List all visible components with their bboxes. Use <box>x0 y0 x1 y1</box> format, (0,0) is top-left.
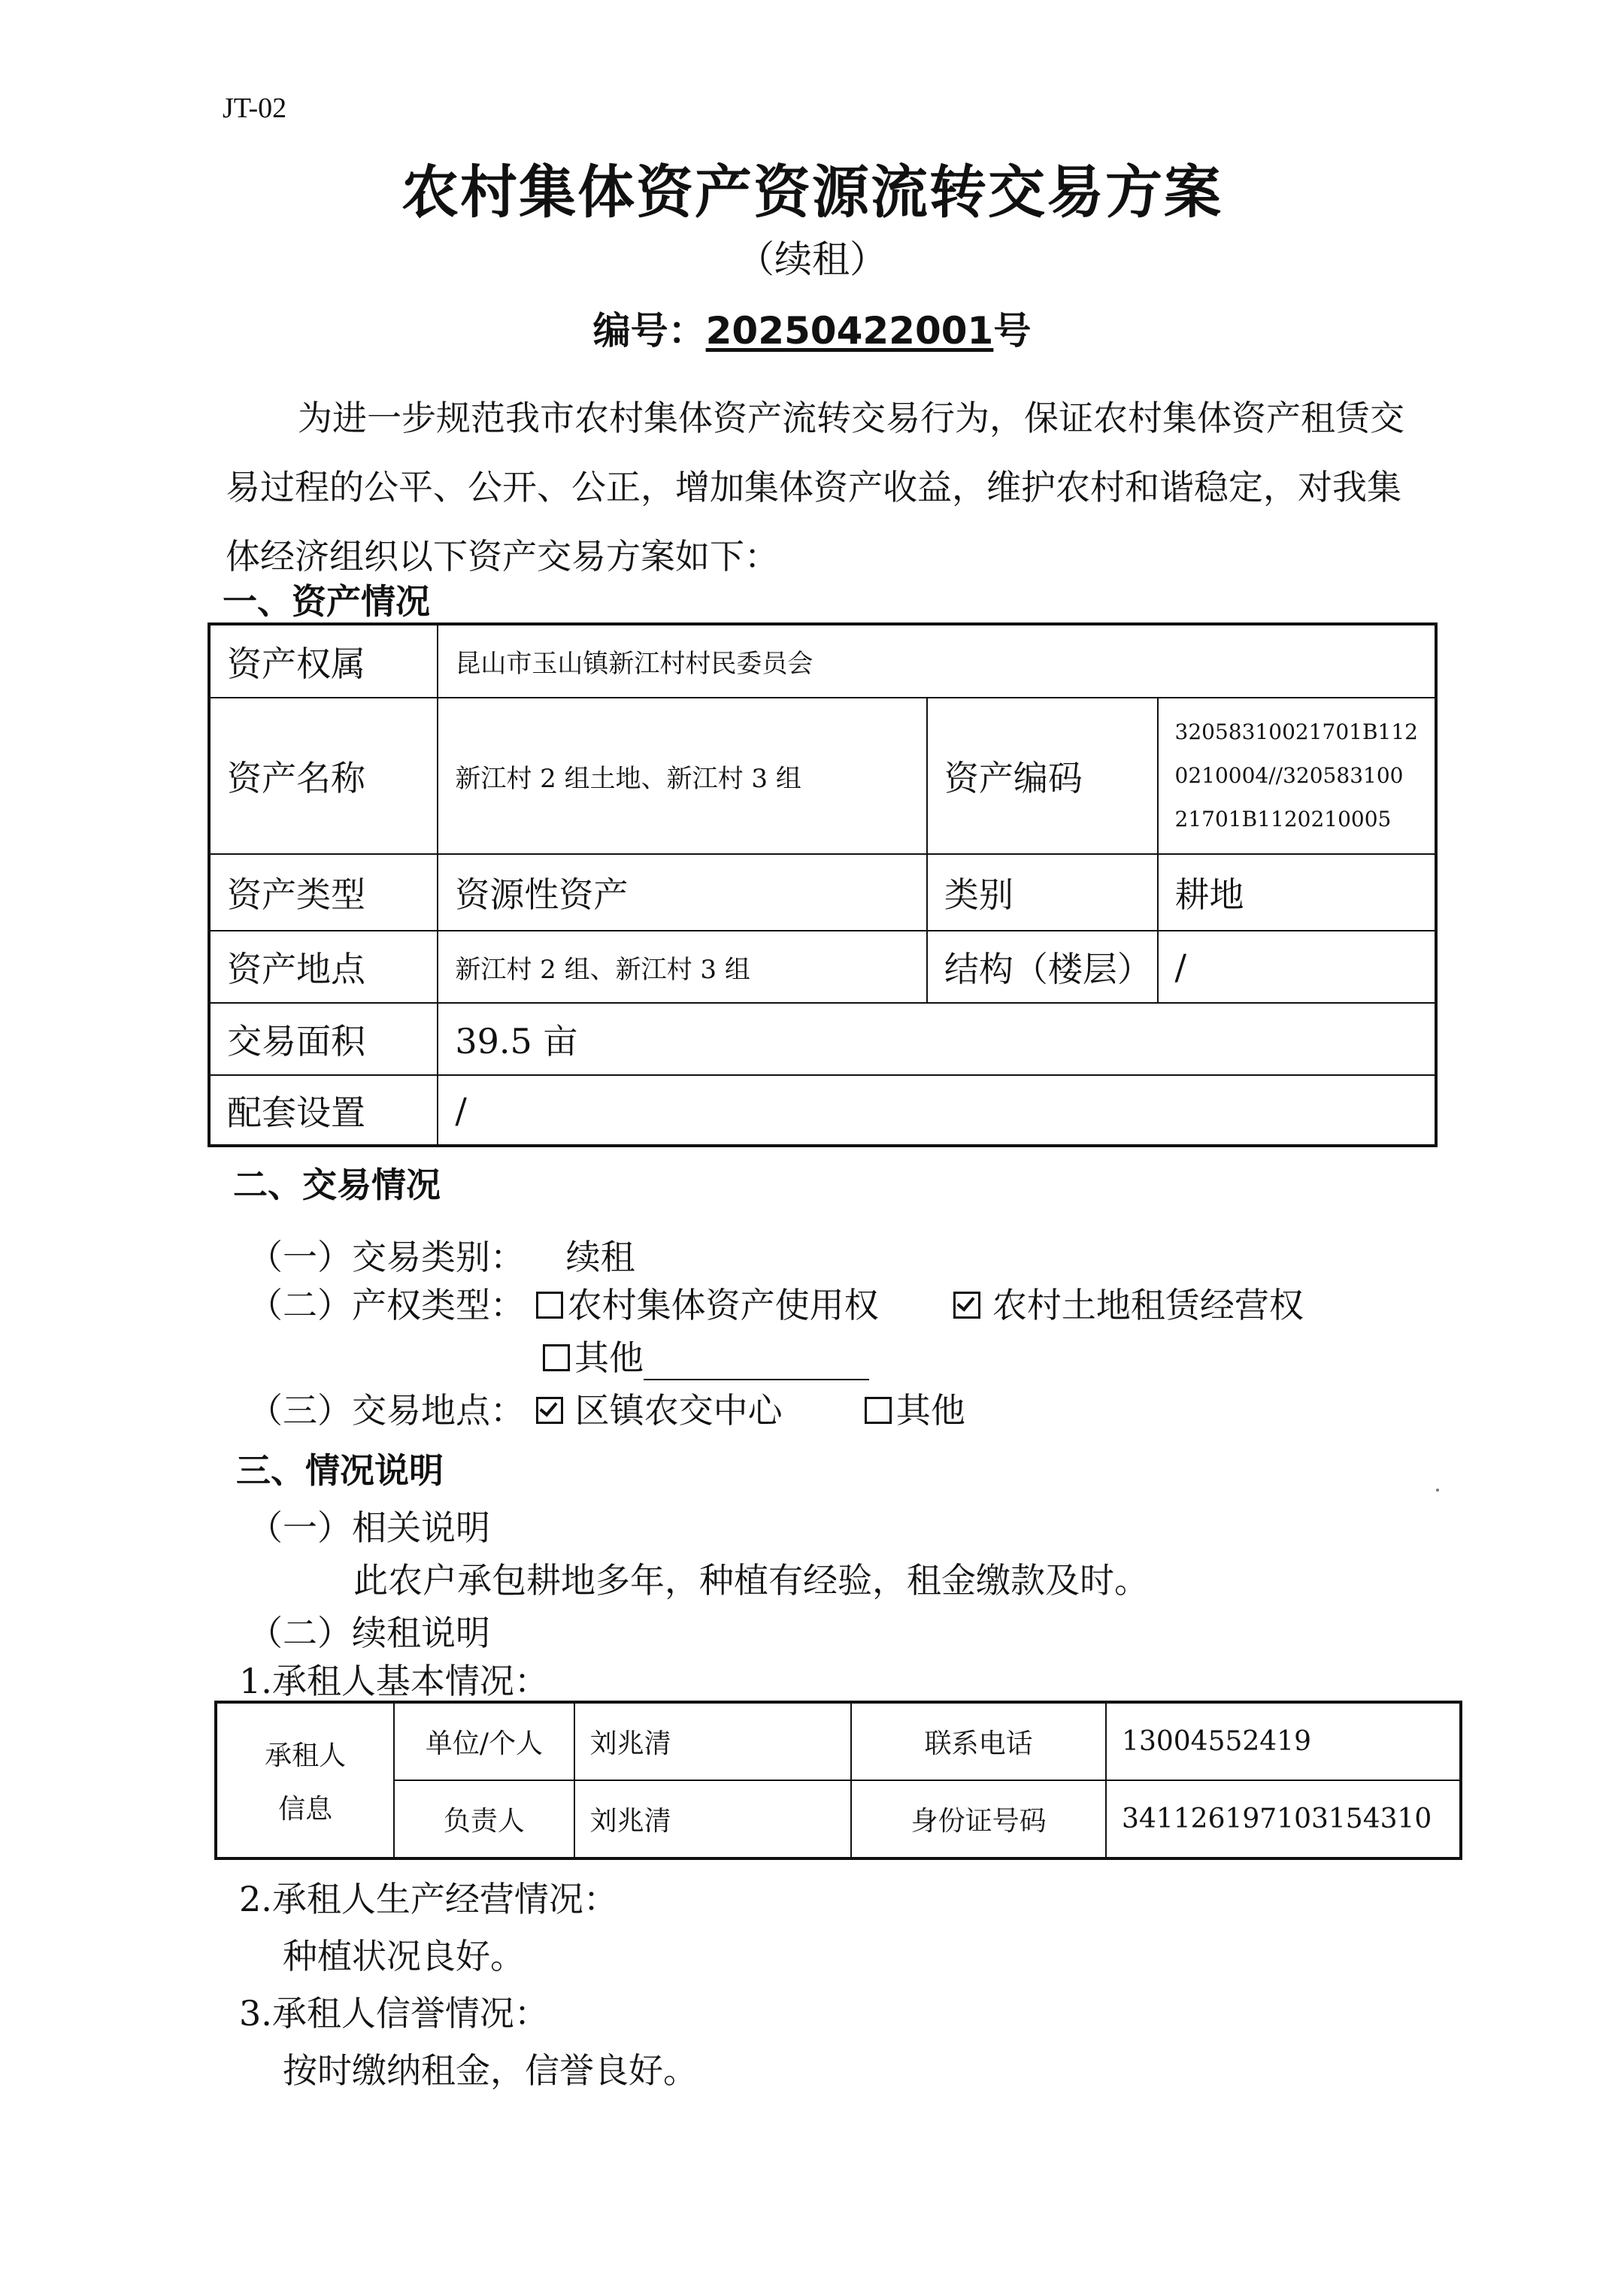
facility-value: / <box>438 1075 1436 1146</box>
unit-value: 刘兆清 <box>574 1702 852 1780</box>
related-text: 此农户承包耕地多年，种植有经验，租金缴款及时。 <box>353 1560 1149 1601</box>
asset-row-facility <box>209 1075 1436 1146</box>
name-label: 资产名称 <box>209 698 438 854</box>
scan-speck <box>1436 1489 1439 1492</box>
related-heading: （一）相关说明 <box>248 1507 490 1548</box>
opt-other-label: 其他 <box>574 1337 644 1378</box>
place-label: （三）交易地点： <box>248 1390 525 1431</box>
opt-collective-label: 农村集体资产使用权 <box>567 1285 879 1325</box>
structure-label: 结构（楼层） <box>927 931 1158 1003</box>
intro-paragraph <box>226 383 1429 591</box>
lessee-row-2 <box>216 1780 1461 1858</box>
number-suffix: 号 <box>993 309 1032 353</box>
credit-text: 按时缴纳租金，信誉良好。 <box>283 2050 698 2091</box>
area-value: 39.5 亩 <box>438 1003 1436 1075</box>
place-row <box>248 1383 965 1433</box>
checkbox-land[interactable] <box>953 1292 980 1319</box>
trade-type-label: （一）交易类别： <box>248 1237 525 1277</box>
checkbox-center[interactable] <box>536 1397 563 1424</box>
other-blank <box>644 1349 869 1380</box>
opt-center-label: 区镇农交中心 <box>574 1390 783 1431</box>
code-line: 0210004//320583100 <box>1174 763 1404 788</box>
type-value: 资源性资产 <box>438 854 926 931</box>
lessee-info-line: 承租人 <box>265 1740 347 1771</box>
asset-row-ownership <box>209 624 1436 698</box>
trade-type-row <box>248 1230 635 1280</box>
checkbox-other[interactable] <box>543 1344 570 1371</box>
area-label: 交易面积 <box>209 1003 438 1075</box>
phone-value: 13004552419 <box>1106 1702 1461 1780</box>
asset-row-area <box>209 1003 1436 1075</box>
id-value: 341126197103154310 <box>1106 1780 1461 1858</box>
ownership-label: 资产权属 <box>209 624 438 698</box>
number-label: 编号： <box>592 309 706 353</box>
location-value: 新江村 2 组、新江村 3 组 <box>438 931 926 1003</box>
property-type-label: （二）产权类型： <box>248 1285 525 1325</box>
production-heading: 2.承租人生产经营情况： <box>239 1879 618 1919</box>
trade-type-value: 续租 <box>565 1237 635 1277</box>
document-subtitle: （续租） <box>737 238 887 281</box>
lessee-row-1 <box>216 1702 1461 1780</box>
category-label: 类别 <box>927 854 1158 931</box>
checkbox-collective[interactable] <box>536 1292 563 1319</box>
asset-row-location <box>209 931 1436 1003</box>
category-value: 耕地 <box>1158 854 1436 931</box>
code-line: 21701B1120210005 <box>1174 807 1392 831</box>
lessee-basic-heading: 1.承租人基本情况： <box>239 1661 549 1701</box>
opt-place-other-label: 其他 <box>895 1390 965 1431</box>
ownership-value: 昆山市玉山镇新江村村民委员会 <box>438 624 1436 698</box>
lessee-info-label <box>216 1702 394 1858</box>
person-value: 刘兆清 <box>574 1780 852 1858</box>
unit-label: 单位/个人 <box>394 1702 574 1780</box>
id-label: 身份证号码 <box>851 1780 1106 1858</box>
production-text: 种植状况良好。 <box>283 1936 525 1976</box>
lessee-table <box>214 1701 1462 1860</box>
name-value: 新江村 2 组土地、新江村 3 组 <box>438 698 926 854</box>
section2-heading: 二、交易情况 <box>233 1165 441 1205</box>
code-line: 32058310021701B112 <box>1174 719 1418 744</box>
asset-table <box>208 622 1438 1147</box>
property-type-row <box>248 1278 1304 1328</box>
opt-land-label: 农村土地租赁经营权 <box>992 1285 1304 1325</box>
lessee-info-line: 信息 <box>278 1794 333 1825</box>
renew-heading: （二）续租说明 <box>248 1613 490 1653</box>
section3-heading: 三、情况说明 <box>236 1450 444 1491</box>
document-number <box>0 301 1624 355</box>
section1-heading: 一、资产情况 <box>223 581 430 622</box>
phone-label: 联系电话 <box>851 1702 1106 1780</box>
person-label: 负责人 <box>394 1780 574 1858</box>
type-label: 资产类型 <box>209 854 438 931</box>
number-value: 20250422001 <box>705 309 994 353</box>
property-other-row <box>543 1331 869 1380</box>
asset-row-name <box>209 698 1436 854</box>
location-label: 资产地点 <box>209 931 438 1003</box>
credit-heading: 3.承租人信誉情况： <box>239 1993 549 2034</box>
checkbox-place-other[interactable] <box>865 1397 892 1424</box>
code-label: 资产编码 <box>927 698 1158 854</box>
intro-text: 为进一步规范我市农村集体资产流转交易行为，保证农村集体资产租赁交易过程的公平、公开、公正，增加集体资产收益，维护农村和谐稳定，对我集体经济组织以下资产交易方案如下： <box>226 398 1404 577</box>
code-value <box>1158 698 1436 854</box>
structure-value: / <box>1158 931 1436 1003</box>
facility-label: 配套设置 <box>209 1075 438 1146</box>
document-title: 农村集体资产资源流转交易方案 <box>401 159 1223 226</box>
asset-row-type <box>209 854 1436 931</box>
form-code: JT-02 <box>223 92 287 124</box>
